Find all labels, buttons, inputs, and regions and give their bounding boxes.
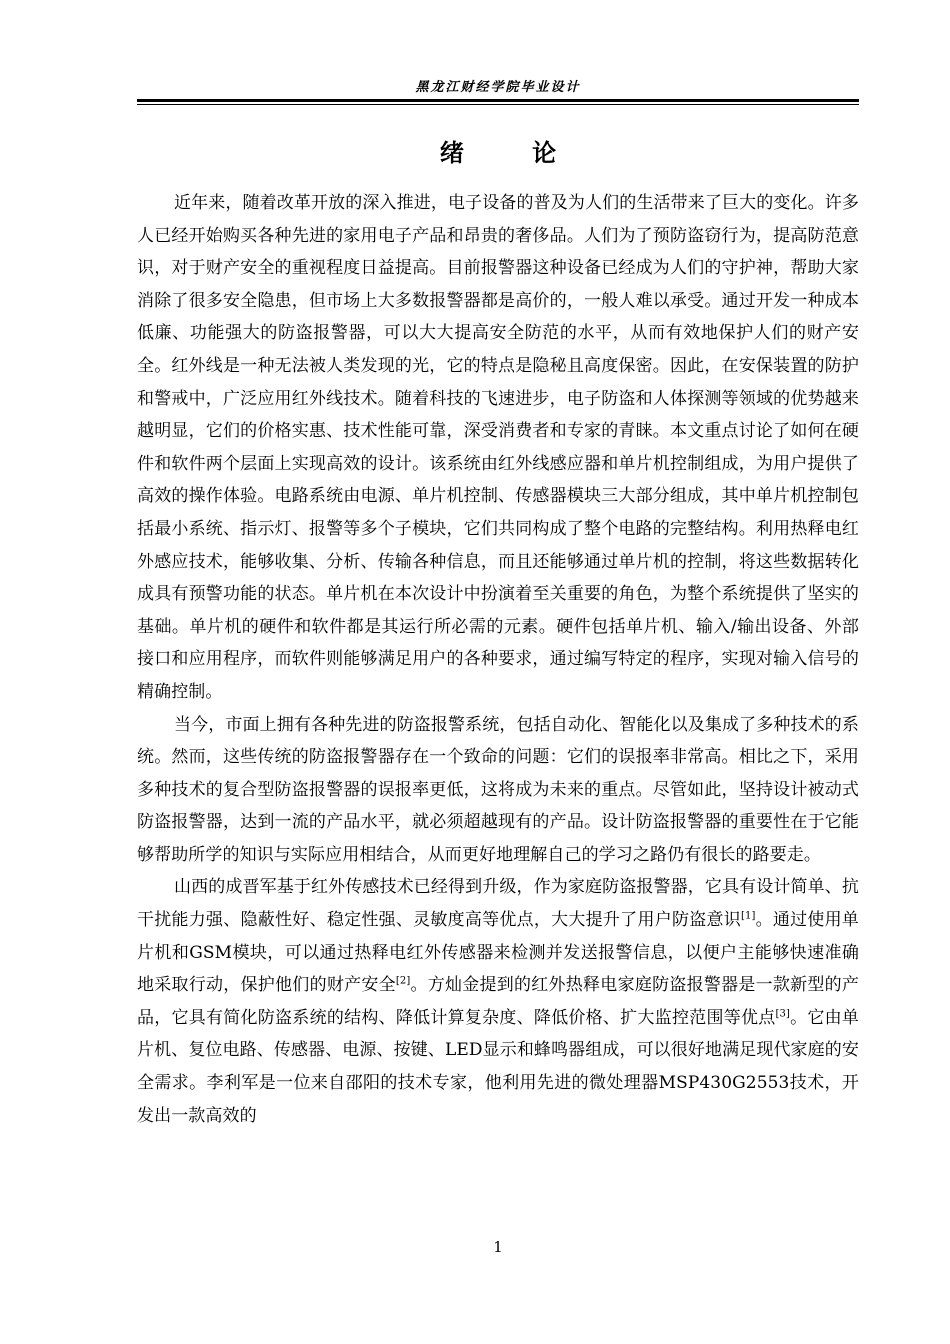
citation-ref-3: [3] [775,1008,790,1020]
section-title: 绪 论 [439,138,587,167]
paragraph-1: 近年来，随着改革开放的深入推进，电子设备的普及为人们的生活带来了巨大的变化。许多人已经开始购买各种先进的家用电子产品和昂贵的奢侈品。人们为了预防盗窃行为，提高防范意识，对于财产安全的重视程度日益提高。目前报警器这种设备已经成为人们的守护神，帮助大家消除了很多安全隐患，但市场上大多数报警器都是高价的，一般人难以承受。通过开发一种成本低廉、功能强大的防盗报警器，可以大大提高安全防范的水平，从而有效地保护人们的财产安全。红外线是一种无法被人类发现的光，它的特点是隐秘且高度保密。因此，在安保装置的防护和警戒中，广泛应用红外线技术。随着科技的飞速进步，电子防盗和人体探测等领域的优势越来越明显，它们的价格实惠、技术性能可靠，深受消费者和专家的青睐。本文重点讨论了如何在硬件和软件两个层面上实现高效的设计。该系统由红外线感应器和单片机控制组成，为用户提供了高效的操作体验。电路系统由电源、单片机控制、传感器模块三大部分组成，其中单片机控制包括最小系统、指示灯、报警等多个子模块，它们共同构成了整个电路的完整结构。利用热释电红外感应技术，能够收集、分析、传输各种信息，而且还能够通过单片机的控制，将这些数据转化成具有预警功能的状态。单片机在本次设计中扮演着至关重要的角色，为整个系统提供了坚实的基础。单片机的硬件和软件都是其运行所必需的元素。硬件包括单片机、输入/输出设备、外部接口和应用程序，而软件则能够满足用户的各种要求，通过编写特定的程序，实现对输入信号的精确控制。 [137,193,859,702]
paragraph-3-text-2: 。通过使用单片机和GSM模块，可以通过热释电红外传感器来检测并发送报警信息，以便户主能够快速准确地采取行动，保护他们的财产安全 [137,910,859,996]
page-number: 1 [493,1238,503,1256]
paragraph-3-text-1: 山西的成晋军基于红外传感技术已经得到升级，作为家庭防盗报警器，它具有设计简单、抗干扰能力强、隐蔽性好、稳定性强、灵敏度高等优点，大大提升了用户防盗意识 [137,877,859,931]
citation-ref-2: [2] [395,975,411,987]
paragraph-3 [137,871,859,1132]
citation-ref-1: [1] [740,910,756,922]
running-header: 黑龙江财经学院毕业设计 [415,80,581,95]
header-rule-thin [137,104,859,105]
paragraph-3-text-3: 。方灿金提到的红外热释电家庭防盗报警器是一款新型的产品，它具有简化防盗系统的结构、降低计算复杂度、降低价格、扩大监控范围等优点 [137,975,859,1028]
header-rule-thick [137,99,859,102]
paragraph-3-text-4: 。它由单片机、复位电路、传感器、电源、按键、LED显示和蜂鸣器组成，可以很好地满足现代家庭的安全需求。李利军是一位来自邵阳的技术专家，他利用先进的微处理器MSP430G2553技术，开发出一款高效的 [137,1007,859,1126]
paragraph-2: 当今，市面上拥有各种先进的防盗报警系统，包括自动化、智能化以及集成了多种技术的系统。然而，这些传统的防盗报警器存在一个致命的问题：它们的误报率非常高。相比之下，采用多种技术的复合型防盗报警器的误报率更低，这将成为未来的重点。尽管如此，坚持设计被动式防盗报警器，达到一流的产品水平，就必须超越现有的产品。设计防盗报警器的重要性在于它能够帮助所学的知识与实际应用相结合，从而更好地理解自己的学习之路仍有很长的路要走。 [137,714,859,865]
body-text [137,187,859,1132]
